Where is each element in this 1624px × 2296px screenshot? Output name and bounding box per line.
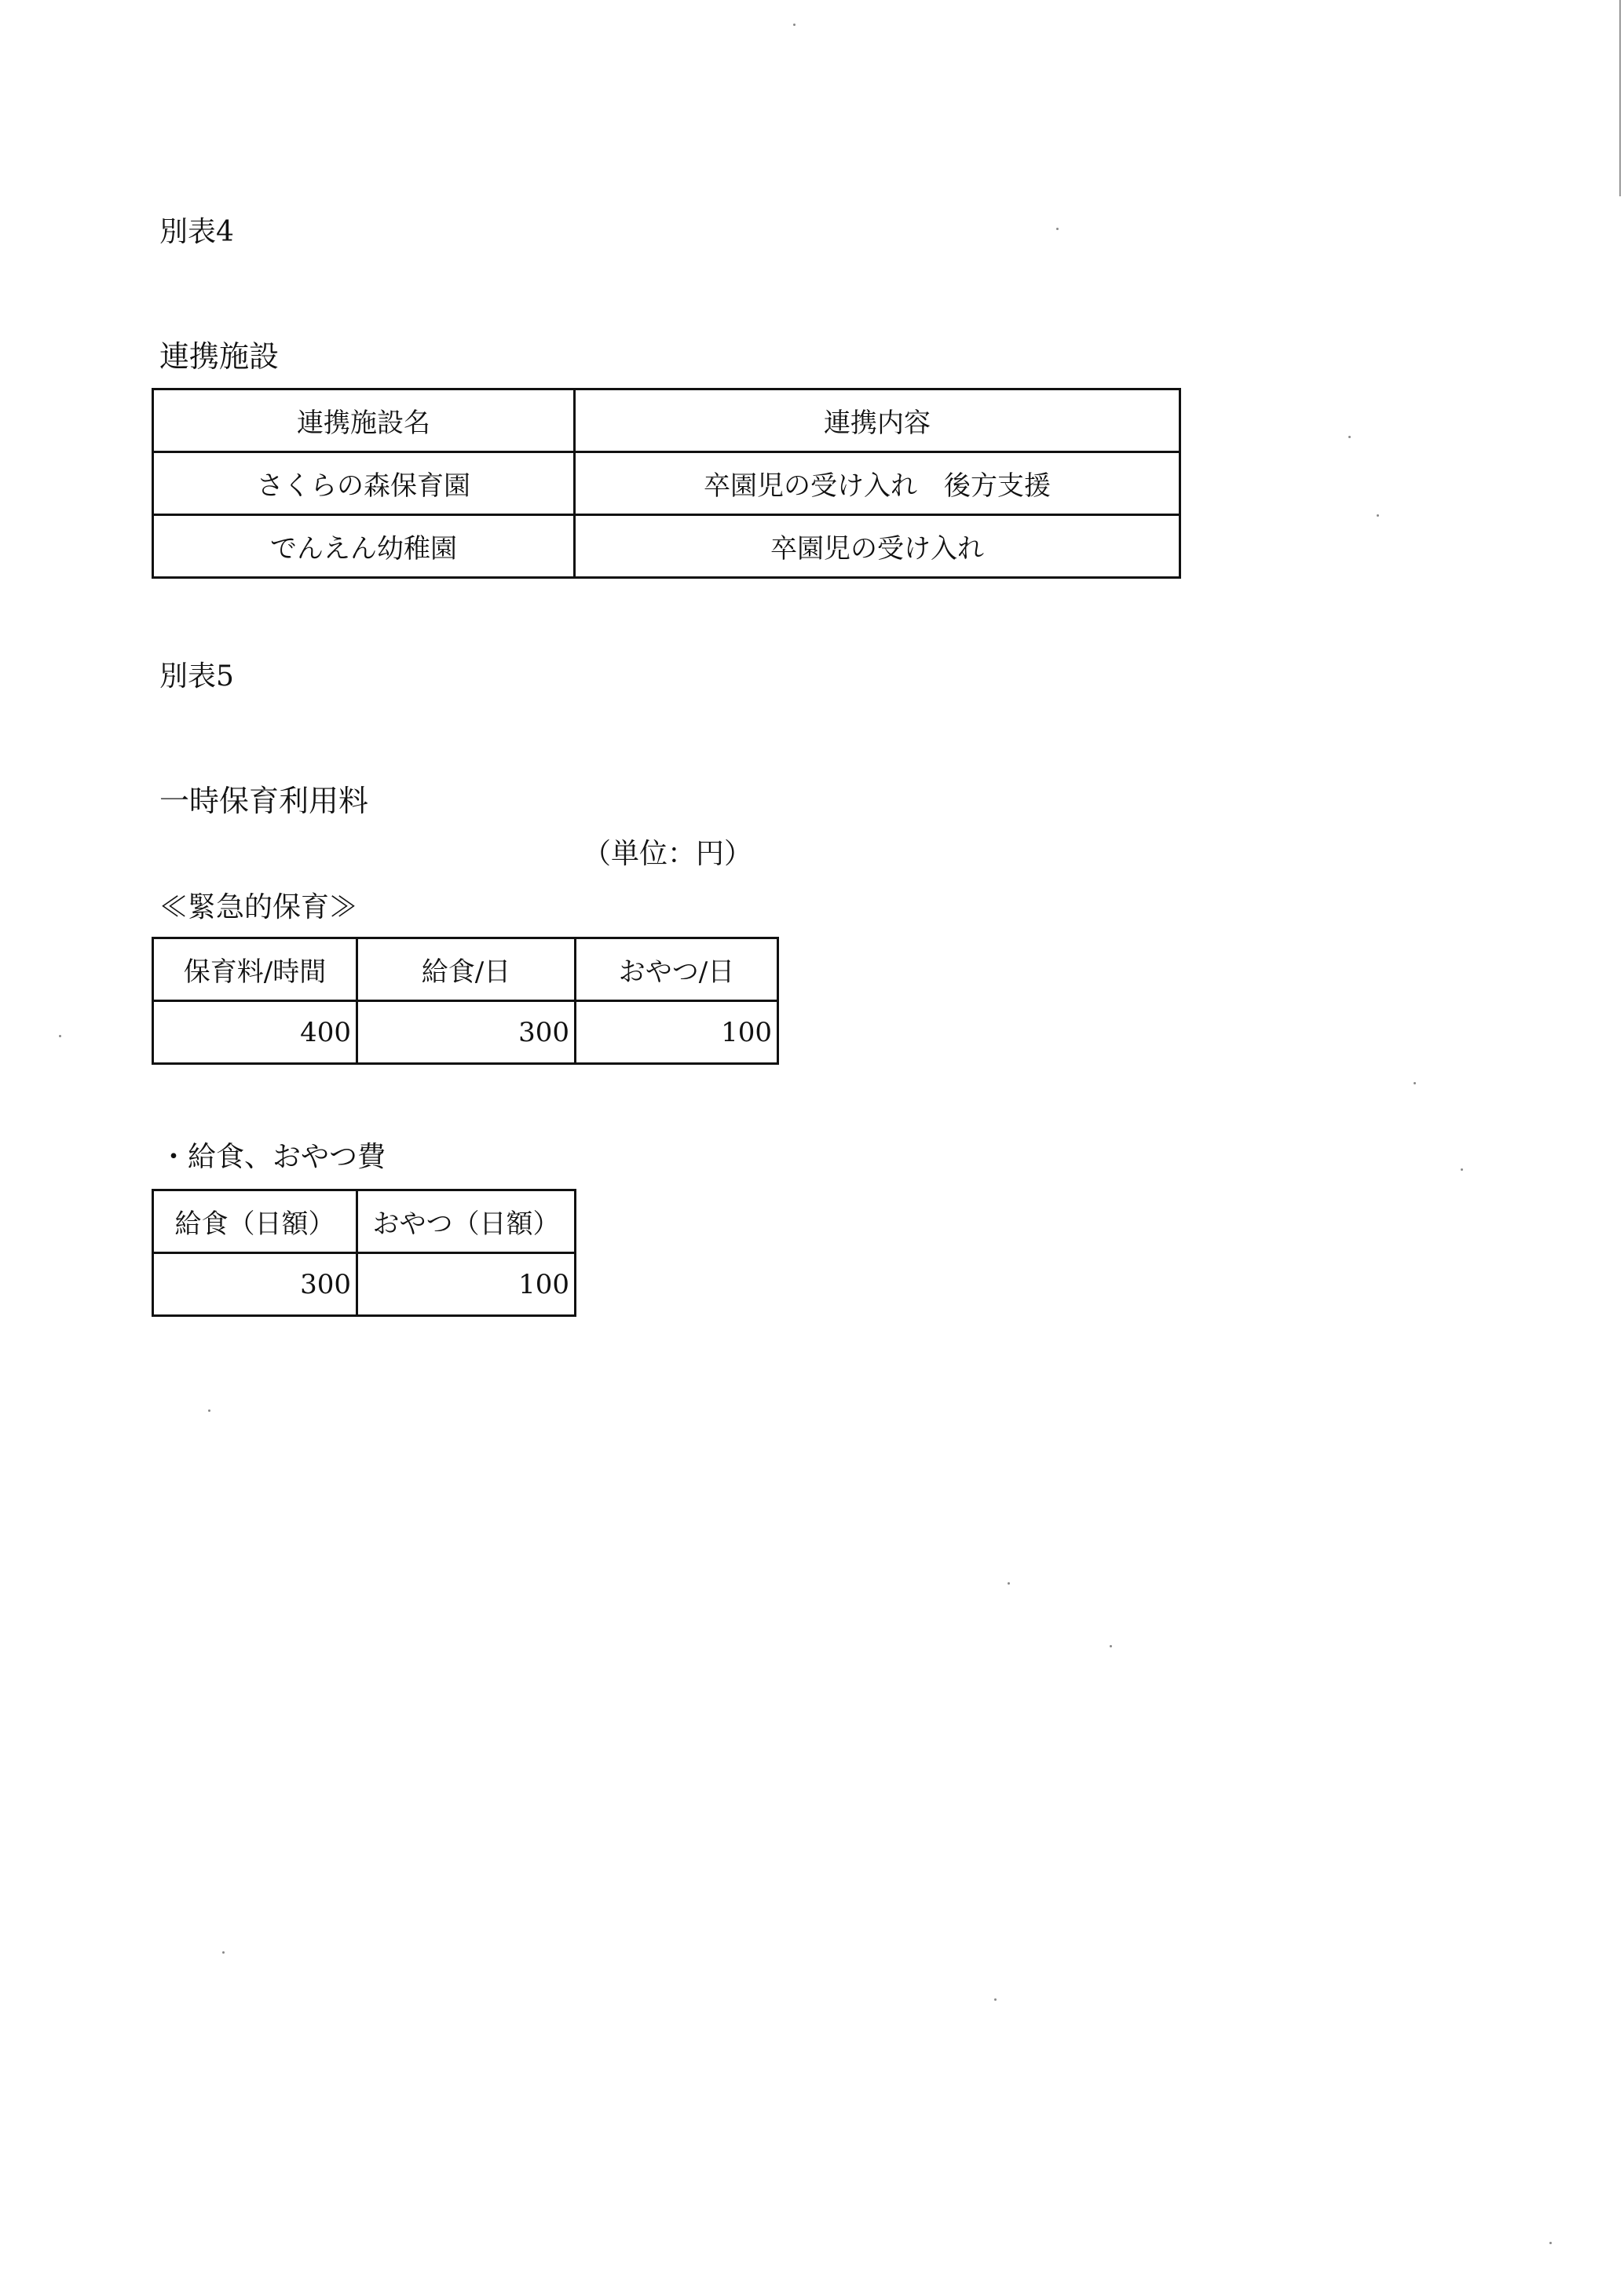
- scan-speck: [1549, 2242, 1552, 2244]
- column-header-meal-daily-amount: 給食（日額）: [153, 1190, 357, 1253]
- table5-heading: 別表5: [159, 660, 234, 693]
- facility-name-cell: さくらの森保育園: [153, 452, 575, 515]
- partnership-content-cell: 卒園児の受け入れ 後方支援: [575, 452, 1180, 515]
- column-header-meal-daily: 給食/日: [357, 938, 576, 1001]
- facility-name-cell: でんえん幼稚園: [153, 515, 575, 578]
- table5-title: 一時保育利用料: [159, 784, 369, 818]
- table-header-row: [153, 1190, 576, 1253]
- scan-speck: [793, 24, 796, 26]
- scan-speck: [59, 1035, 61, 1037]
- scan-speck: [1461, 1168, 1463, 1171]
- emergency-care-subtitle: ≪緊急的保育≫: [159, 891, 358, 923]
- table-row: [153, 452, 1180, 515]
- table-row: [153, 1253, 576, 1316]
- scan-speck: [1414, 1082, 1416, 1084]
- table4-title: 連携施設: [159, 339, 280, 374]
- column-header-partnership-content: 連携内容: [575, 389, 1180, 452]
- table-row: [153, 1001, 778, 1064]
- partnership-content-cell: 卒園児の受け入れ: [575, 515, 1180, 578]
- scan-speck: [222, 1951, 225, 1954]
- partner-facilities-table: [152, 388, 1181, 579]
- snack-daily-value: 100: [576, 1001, 778, 1064]
- meal-daily-value: 300: [357, 1001, 576, 1064]
- meal-daily-amount-value: 300: [153, 1253, 357, 1316]
- table-header-row: [153, 938, 778, 1001]
- table-header-row: [153, 389, 1180, 452]
- table-row: [153, 515, 1180, 578]
- scan-speck: [1377, 514, 1379, 517]
- scan-speck: [1008, 1582, 1010, 1585]
- column-header-facility-name: 連携施設名: [153, 389, 575, 452]
- temporary-care-fee-table: [152, 937, 779, 1065]
- table4-heading: 別表4: [159, 216, 234, 248]
- column-header-hourly-fee: 保育料/時間: [153, 938, 357, 1001]
- column-header-snack-daily: おやつ/日: [576, 938, 778, 1001]
- scan-edge-line: [1619, 0, 1621, 196]
- scan-speck: [1110, 1645, 1112, 1647]
- scan-speck: [208, 1409, 210, 1412]
- meal-snack-cost-table: [152, 1189, 576, 1317]
- hourly-fee-value: 400: [153, 1001, 357, 1064]
- scan-speck: [1348, 436, 1351, 438]
- column-header-snack-daily-amount: おやつ（日額）: [357, 1190, 576, 1253]
- meal-snack-cost-title: ・給食、おやつ費: [159, 1141, 386, 1173]
- snack-daily-amount-value: 100: [357, 1253, 576, 1316]
- unit-label: （単位：円）: [583, 838, 753, 870]
- scan-speck: [1056, 228, 1059, 230]
- scan-speck: [994, 1998, 997, 2001]
